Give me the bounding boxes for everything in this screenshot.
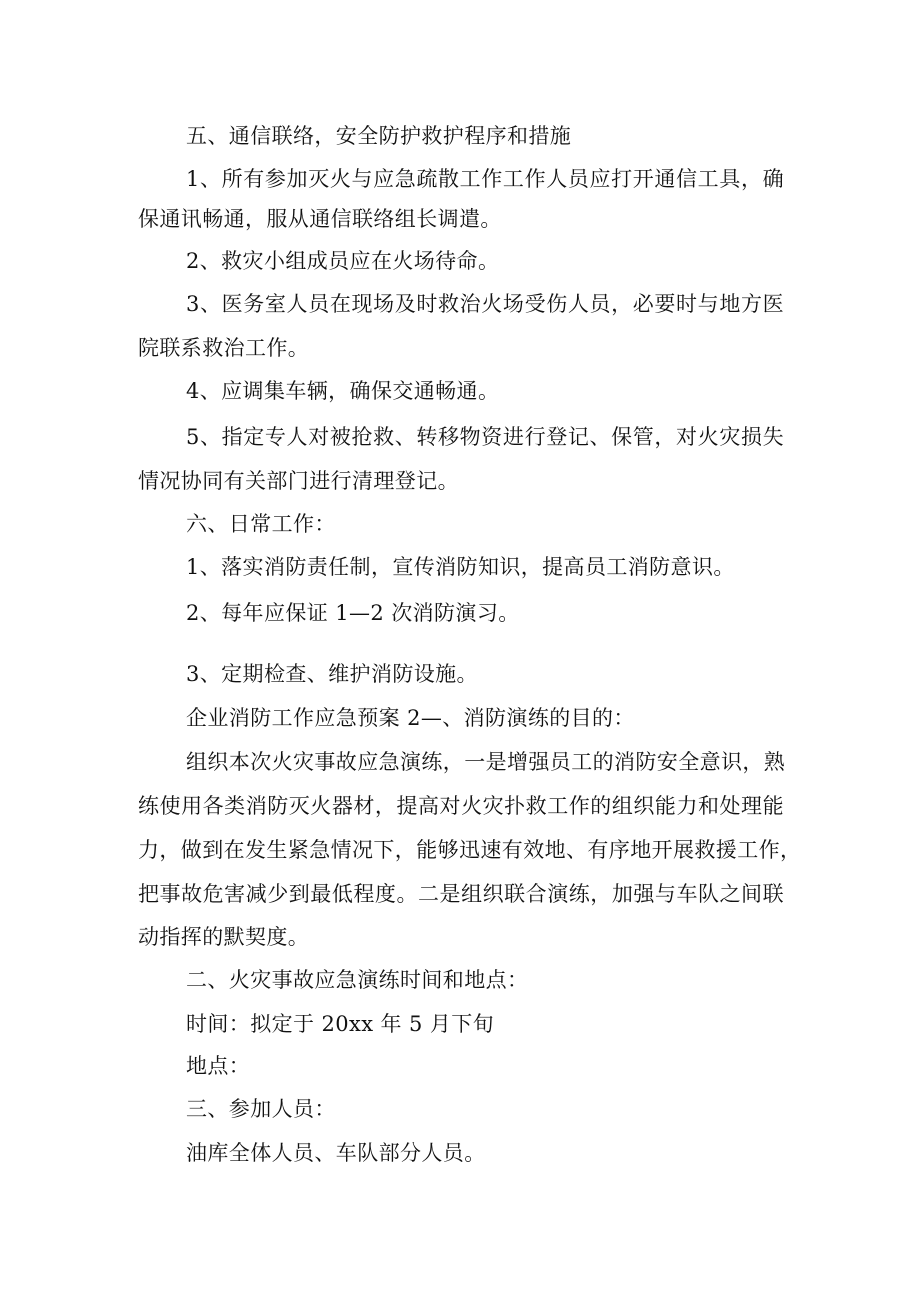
paragraph-line: 3、医务室人员在现场及时救治火场受伤人员，必要时与地方医 — [186, 292, 784, 316]
text-line: 时间：拟定于 20xx 年 5 月下旬 — [186, 1012, 495, 1036]
section-heading: 二、火灾事故应急演练时间和地点： — [186, 968, 529, 992]
paragraph-line: 力，做到在发生紧急情况下，能够迅速有效地、有序地开展救援工作， — [138, 838, 802, 862]
paragraph-line: 组织本次火灾事故应急演练，一是增强员工的消防安全意识，熟 — [186, 750, 786, 774]
paragraph-line: 把事故危害减少到最低程度。二是组织联合演练，加强与车队之间联 — [138, 882, 784, 906]
list-item: 1、落实消防责任制，宣传消防知识，提高员工消防意识。 — [186, 555, 735, 579]
paragraph-line: 动指挥的默契度。 — [138, 925, 310, 949]
section-heading: 五、通信联络，安全防护救护程序和措施 — [186, 124, 572, 148]
text-line: 地点： — [186, 1054, 251, 1078]
list-item: 4、应调集车辆，确保交通畅通。 — [186, 379, 500, 403]
paragraph-line: 练使用各类消防灭火器材，提高对火灾扑救工作的组织能力和处理能 — [138, 794, 784, 818]
section-heading: 企业消防工作应急预案 2—、消防演练的目的： — [186, 706, 635, 730]
paragraph-line: 院联系救治工作。 — [138, 336, 310, 360]
paragraph-line: 1、所有参加灭火与应急疏散工作工作人员应打开通信工具，确 — [186, 167, 784, 191]
paragraph-line: 情况协同有关部门进行清理登记。 — [138, 469, 459, 493]
text-line: 油库全体人员、车队部分人员。 — [186, 1141, 486, 1165]
section-heading: 六、日常工作： — [186, 512, 336, 536]
section-heading: 三、参加人员： — [186, 1097, 336, 1121]
list-item: 3、定期检查、维护消防设施。 — [186, 662, 478, 686]
paragraph-line: 5、指定专人对被抢救、转移物资进行登记、保管，对火灾损失 — [186, 425, 784, 449]
paragraph-line: 保通讯畅通，服从通信联络组长调遣。 — [138, 207, 502, 231]
list-item: 2、救灾小组成员应在火场待命。 — [186, 249, 500, 273]
list-item: 2、每年应保证 1—2 次消防演习。 — [186, 601, 520, 625]
